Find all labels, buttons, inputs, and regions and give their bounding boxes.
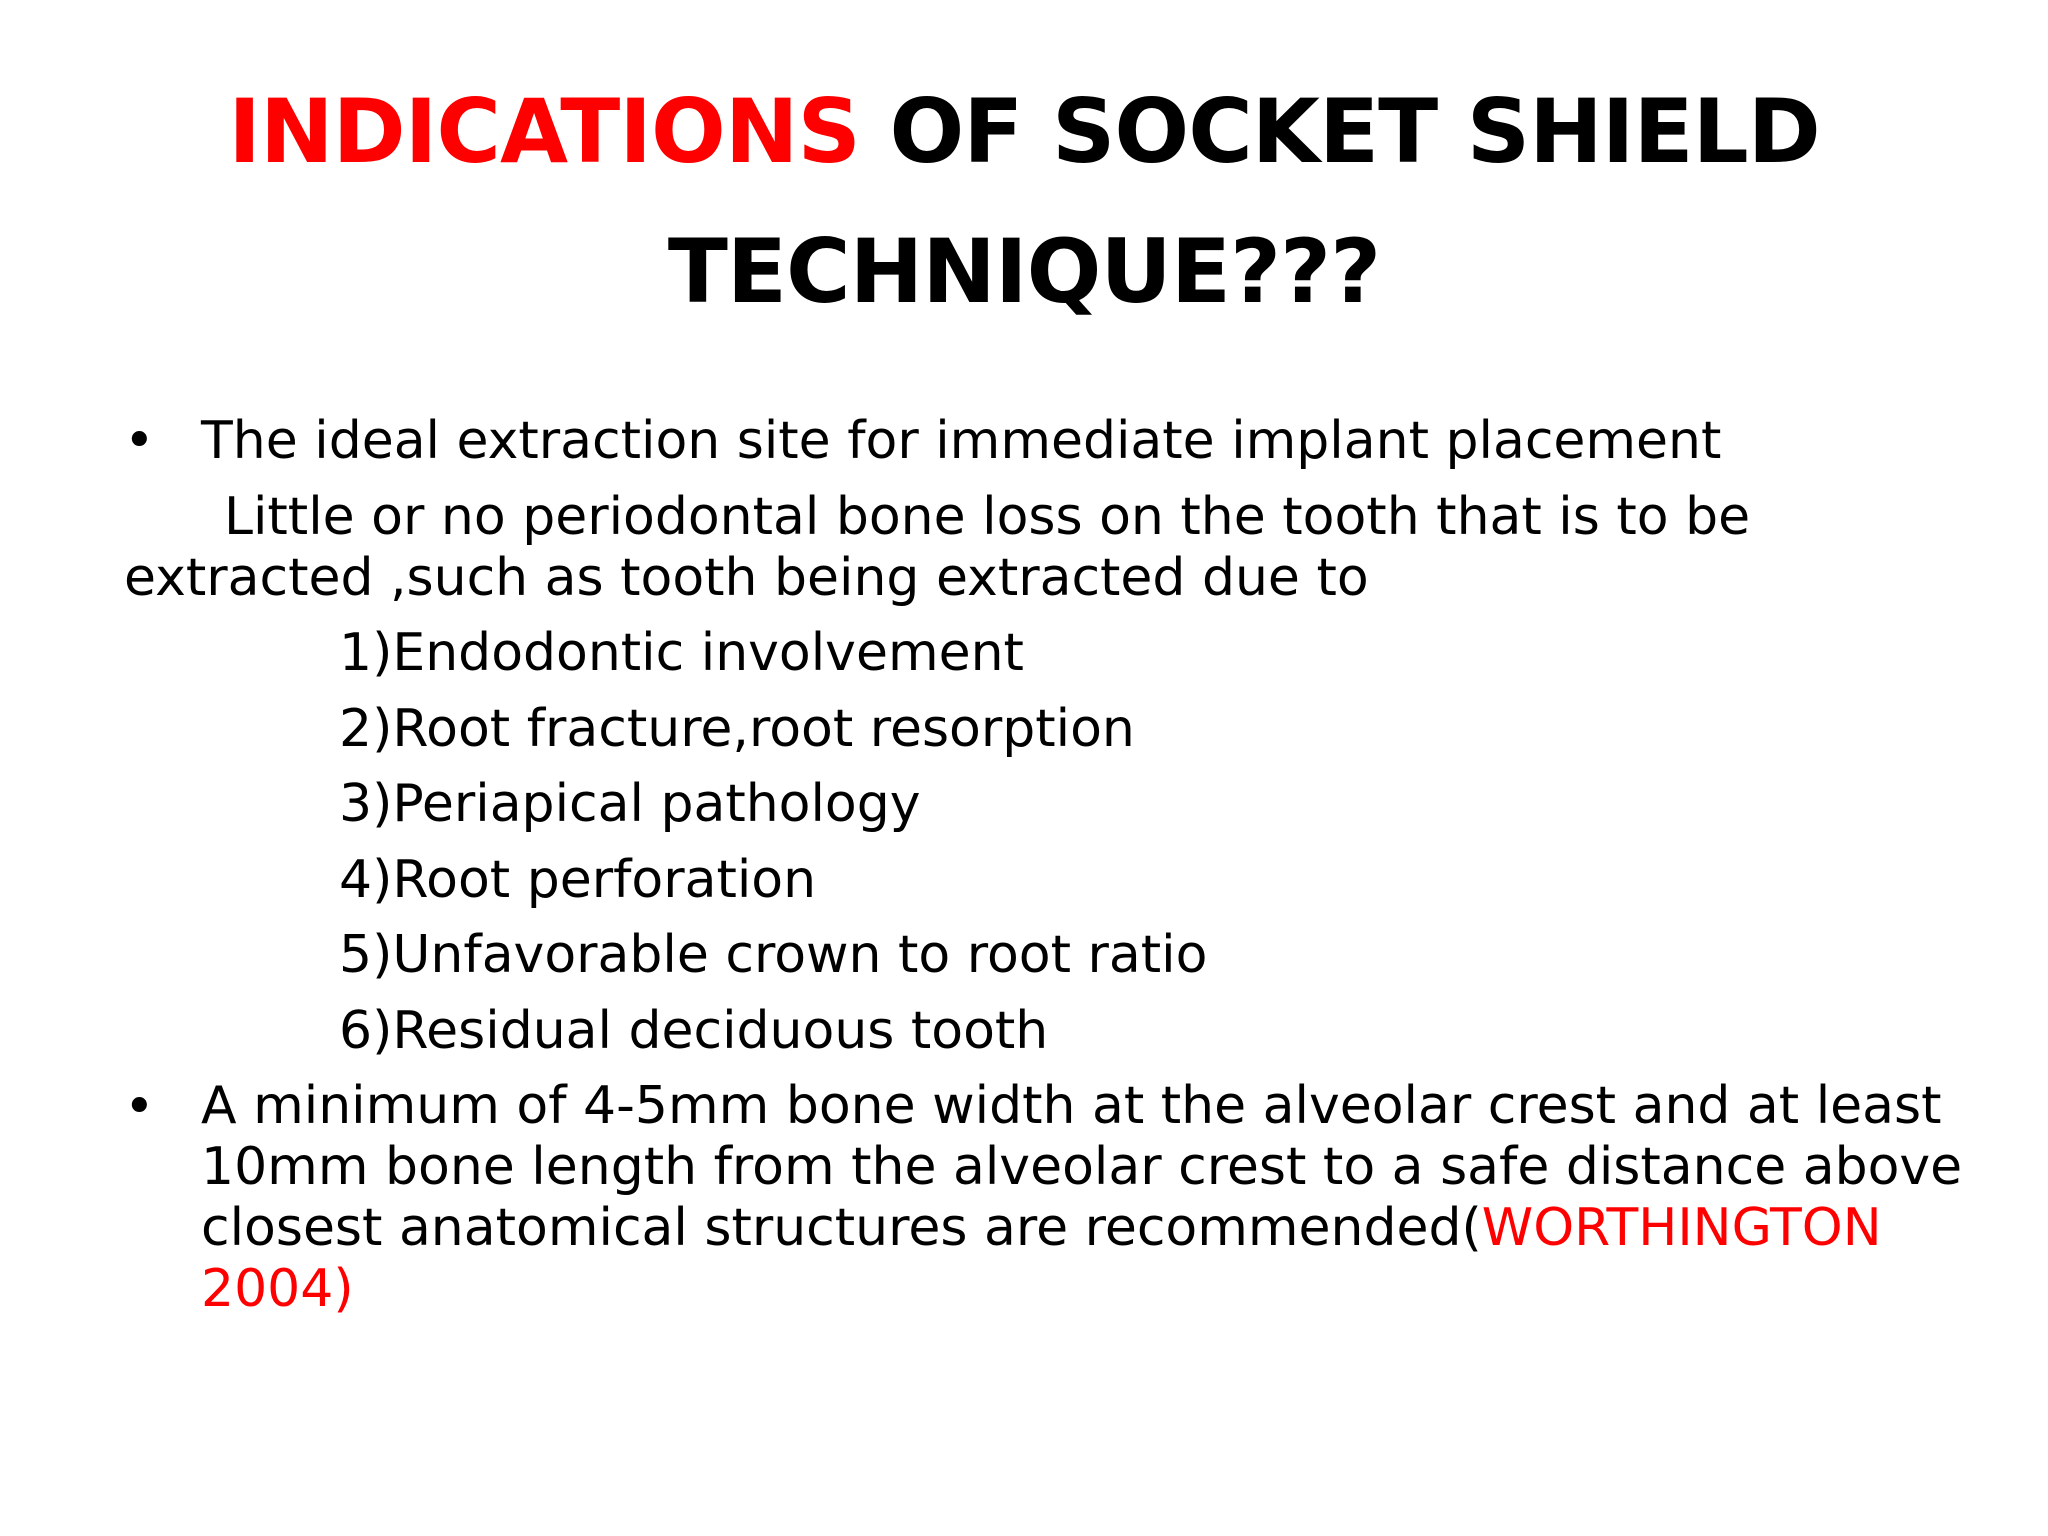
bullet-2-text: [201, 1076, 2001, 1320]
title-accent: INDICATIONS: [228, 80, 860, 183]
bullet-1-marker: •: [124, 411, 155, 471]
indication-item: 4)Root perforation: [339, 850, 817, 910]
title-rest: OF SOCKET SHIELD: [859, 80, 1820, 183]
indication-item: 6)Residual deciduous tooth: [339, 1001, 1049, 1061]
bullet-2-line3: [201, 1198, 2001, 1259]
indication-item: 1)Endodontic involvement: [339, 623, 1024, 683]
citation-year: 2004): [201, 1259, 354, 1319]
bullet-2-line3-text: closest anatomical structures are recommended(: [201, 1198, 1482, 1258]
indication-item: 2)Root fracture,root resorption: [339, 699, 1135, 759]
bullet-2-line1: A minimum of 4-5mm bone width at the alveolar crest and at least: [201, 1076, 1942, 1136]
indication-item: 5)Unfavorable crown to root ratio: [339, 925, 1208, 985]
title-line2: TECHNIQUE???: [667, 220, 1381, 323]
bullet-2-line2: 10mm bone length from the alveolar crest to a safe distance above: [201, 1137, 1963, 1197]
bullet-2-marker: •: [124, 1077, 155, 1137]
bullet-1-detail-line1: Little or no periodontal bone loss on the tooth that is to be: [224, 487, 1751, 547]
slide-title: [150, 62, 1898, 342]
bullet-1-detail-line2: extracted ,such as tooth being extracted due to: [124, 548, 1369, 608]
indication-item: 3)Periapical pathology: [339, 774, 921, 834]
citation-author: WORTHINGTON: [1481, 1198, 1882, 1258]
bullet-1-text: The ideal extraction site for immediate implant placement: [201, 411, 1722, 471]
